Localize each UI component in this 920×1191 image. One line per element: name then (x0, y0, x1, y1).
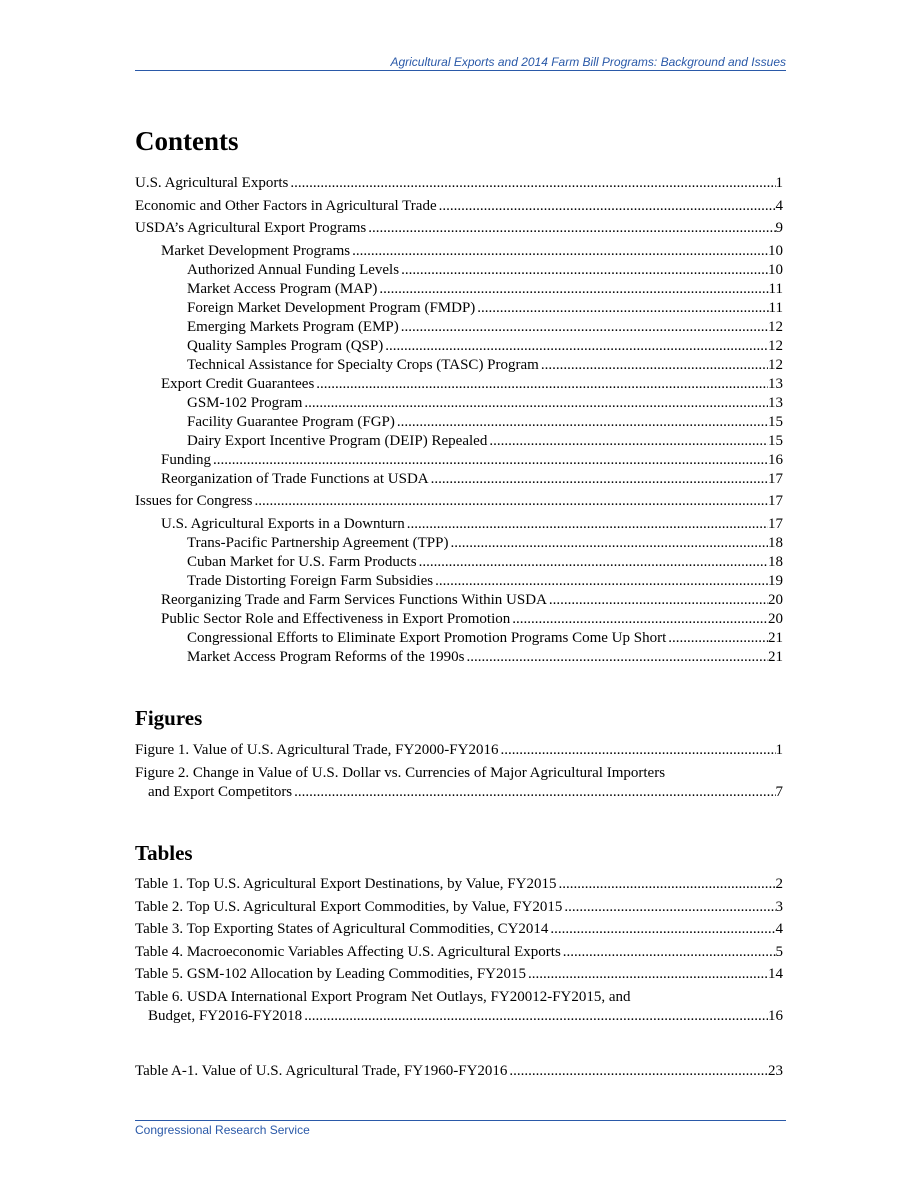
figure-entry[interactable] (135, 741, 783, 760)
toc-entry-page: 12 (768, 337, 783, 354)
toc-entry-text: Reorganizing Trade and Farm Services Functions Within USDA (161, 591, 547, 608)
toc-entry-page: 4 (775, 197, 783, 214)
toc-entry-page: 23 (768, 1063, 783, 1079)
toc-entry-text: U.S. Agricultural Exports in a Downturn (161, 515, 405, 532)
toc-entry[interactable] (135, 356, 783, 375)
toc-entry-page: 16 (768, 1007, 783, 1024)
table-entry[interactable] (135, 1062, 783, 1081)
dot-leader (539, 356, 768, 375)
toc-entry-page: 13 (768, 375, 783, 392)
dot-leader (288, 174, 775, 193)
dot-leader (211, 451, 768, 470)
toc-entry-page: 18 (768, 534, 783, 551)
dot-leader (464, 648, 768, 667)
toc-entry-text: Export Credit Guarantees (161, 375, 315, 392)
toc-entry-text: Technical Assistance for Specialty Crops (TASC) Program (187, 356, 539, 373)
toc-entry-page: 1 (775, 742, 783, 758)
dot-leader (548, 920, 775, 939)
toc-entry-text: Market Access Program Reforms of the 1990s (187, 648, 465, 665)
toc-entry[interactable] (135, 413, 783, 432)
toc-entry-page: 15 (768, 413, 783, 430)
toc-entry-text: Market Development Programs (161, 242, 351, 259)
toc-entry[interactable] (135, 337, 783, 356)
toc-entry[interactable] (135, 553, 783, 572)
table-entry[interactable] (135, 943, 783, 962)
dot-leader (487, 432, 768, 451)
toc-entry-text: Facility Guarantee Program (FGP) (187, 413, 395, 430)
toc-entry-text: Quality Samples Program (QSP) (187, 337, 384, 354)
contents-list (135, 174, 783, 667)
dot-leader (405, 515, 768, 534)
figures-heading: Figures (135, 706, 203, 730)
toc-entry[interactable] (135, 610, 783, 629)
toc-entry-continuation (135, 1007, 783, 1026)
table-entry[interactable] (135, 875, 783, 894)
toc-entry-page: 20 (768, 610, 783, 627)
toc-entry-page: 16 (768, 451, 783, 468)
toc-entry-text: Table 4. Macroeconomic Variables Affecting U.S. Agricultural Exports (135, 943, 561, 960)
toc-entry[interactable] (135, 375, 783, 394)
toc-entry-page: 9 (775, 220, 783, 236)
dot-leader (547, 591, 768, 610)
dot-leader (366, 219, 775, 238)
toc-entry-continuation (135, 783, 783, 802)
toc-entry-text: Table 2. Top U.S. Agricultural Export Commodities, by Value, FY2015 (135, 898, 563, 915)
toc-entry-page: 21 (768, 648, 783, 665)
figures-list (135, 741, 783, 802)
footer-rule (135, 1120, 786, 1121)
toc-entry-text: Foreign Market Development Program (FMDP) (187, 299, 476, 316)
toc-entry[interactable] (135, 261, 783, 280)
toc-entry-text: Table 1. Top U.S. Agricultural Export Destinations, by Value, FY2015 (135, 876, 557, 892)
toc-entry-page: 10 (768, 242, 783, 259)
toc-entry-text: Table 6. USDA International Export Program Net Outlays, FY20012-FY2015, and (135, 988, 631, 1005)
table-entry[interactable] (135, 920, 783, 939)
toc-entry-text: Trans-Pacific Partnership Agreement (TPP) (187, 534, 449, 551)
toc-entry-page: 5 (775, 943, 783, 960)
dot-leader (383, 337, 768, 356)
dot-leader (395, 413, 768, 432)
toc-entry[interactable] (135, 492, 783, 511)
dot-leader (448, 534, 768, 553)
dot-leader (429, 470, 768, 489)
toc-entry[interactable] (135, 318, 783, 337)
header-rule (135, 70, 786, 71)
toc-entry-page: 12 (768, 356, 783, 373)
dot-leader (666, 629, 768, 648)
toc-entry-page: 17 (768, 515, 783, 532)
dot-leader (562, 898, 775, 917)
toc-entry-text: U.S. Agricultural Exports (135, 175, 289, 191)
toc-entry-text: Reorganization of Trade Functions at USDA (161, 470, 429, 487)
dot-leader (350, 242, 768, 261)
toc-entry-text: Market Access Program (MAP) (187, 280, 378, 297)
toc-entry-page: 21 (768, 629, 783, 646)
dot-leader (417, 553, 768, 572)
toc-entry-page: 4 (775, 921, 783, 937)
toc-entry-page: 12 (768, 318, 783, 335)
tables-list (135, 875, 783, 1026)
toc-entry-text: Congressional Efforts to Eliminate Export Promotion Programs Come Up Short (187, 629, 667, 646)
table-entry[interactable] (135, 965, 783, 984)
toc-entry[interactable] (135, 572, 783, 591)
toc-entry-text: Issues for Congress (135, 493, 253, 509)
toc-entry-text: Funding (161, 451, 212, 468)
toc-entry-page: 11 (768, 280, 783, 297)
toc-entry-text: Table A-1. Value of U.S. Agricultural Trade, FY1960-FY2016 (135, 1063, 508, 1079)
toc-entry-text: Figure 1. Value of U.S. Agricultural Trade, FY2000-FY2016 (135, 742, 499, 758)
toc-entry-text: Emerging Markets Program (EMP) (187, 318, 399, 335)
dot-leader (437, 197, 776, 216)
toc-entry[interactable] (135, 648, 783, 667)
toc-entry[interactable] (135, 299, 783, 318)
toc-entry-page: 11 (768, 299, 783, 316)
dot-leader (399, 261, 768, 280)
dot-leader (433, 572, 768, 591)
toc-entry-text: Public Sector Role and Effectiveness in Export Promotion (161, 610, 511, 627)
toc-entry-page: 1 (775, 175, 783, 191)
toc-entry-page: 17 (768, 470, 783, 487)
dot-leader (377, 280, 768, 299)
toc-entry-text: Table 3. Top Exporting States of Agricultural Commodities, CY2014 (135, 921, 549, 937)
dot-leader (302, 1007, 768, 1026)
toc-entry-text: Dairy Export Incentive Program (DEIP) Repealed (187, 432, 488, 449)
dot-leader (399, 318, 768, 337)
footer-publisher: Congressional Research Service (135, 1123, 310, 1137)
toc-entry[interactable] (135, 197, 783, 216)
toc-entry[interactable] (135, 394, 783, 413)
table-entry[interactable] (135, 898, 783, 917)
toc-entry-text: Trade Distorting Foreign Farm Subsidies (187, 572, 434, 589)
dot-leader (314, 375, 768, 394)
dot-leader (253, 492, 769, 511)
toc-entry[interactable] (135, 451, 783, 470)
dot-leader (507, 1062, 768, 1081)
toc-entry-page: 20 (768, 591, 783, 608)
toc-entry[interactable] (135, 534, 783, 553)
toc-entry-text: Cuban Market for U.S. Farm Products (187, 553, 417, 570)
contents-heading: Contents (135, 126, 239, 156)
toc-entry[interactable] (135, 219, 783, 238)
dot-leader (556, 875, 775, 894)
toc-entry-text: GSM-102 Program (187, 394, 303, 411)
dot-leader (561, 943, 776, 962)
toc-entry-page: 3 (775, 898, 783, 915)
tables-heading: Tables (135, 841, 193, 865)
toc-entry-text: Economic and Other Factors in Agricultural Trade (135, 197, 437, 214)
toc-entry-page: 10 (768, 261, 783, 278)
dot-leader (526, 965, 768, 984)
toc-entry[interactable] (135, 174, 783, 193)
toc-entry-page: 17 (768, 493, 783, 509)
toc-entry[interactable] (135, 591, 783, 610)
toc-entry-page: 14 (768, 966, 783, 982)
toc-entry-text: Budget, FY2016-FY2018 (148, 1007, 303, 1024)
table-entry[interactable] (135, 988, 783, 1026)
toc-entry-text: Table 5. GSM-102 Allocation by Leading Commodities, FY2015 (135, 966, 527, 982)
running-header: Agricultural Exports and 2014 Farm Bill Programs: Background and Issues (390, 55, 786, 69)
toc-entry-text: Figure 2. Change in Value of U.S. Dollar vs. Currencies of Major Agricultural Importers (135, 764, 666, 781)
toc-entry[interactable] (135, 470, 783, 489)
dot-leader (498, 741, 775, 760)
toc-entry-page: 13 (768, 394, 783, 411)
dot-leader (510, 610, 768, 629)
toc-entry[interactable] (135, 629, 783, 648)
toc-entry-text: Authorized Annual Funding Levels (187, 261, 400, 278)
dot-leader (302, 394, 768, 413)
toc-entry[interactable] (135, 242, 783, 261)
toc-entry-page: 15 (768, 432, 783, 449)
dot-leader (475, 299, 768, 318)
toc-entry[interactable] (135, 280, 783, 299)
toc-entry[interactable] (135, 432, 783, 451)
figure-entry[interactable] (135, 764, 783, 802)
toc-entry-text: USDA’s Agricultural Export Programs (135, 220, 367, 236)
dot-leader (292, 783, 775, 802)
toc-entry-text: and Export Competitors (148, 783, 293, 800)
toc-entry-page: 18 (768, 553, 783, 570)
toc-entry[interactable] (135, 515, 783, 534)
toc-entry-page: 2 (775, 876, 783, 892)
toc-entry-page: 19 (768, 572, 783, 589)
toc-entry-page: 7 (775, 783, 783, 800)
appendix-tables-list (135, 1062, 783, 1081)
